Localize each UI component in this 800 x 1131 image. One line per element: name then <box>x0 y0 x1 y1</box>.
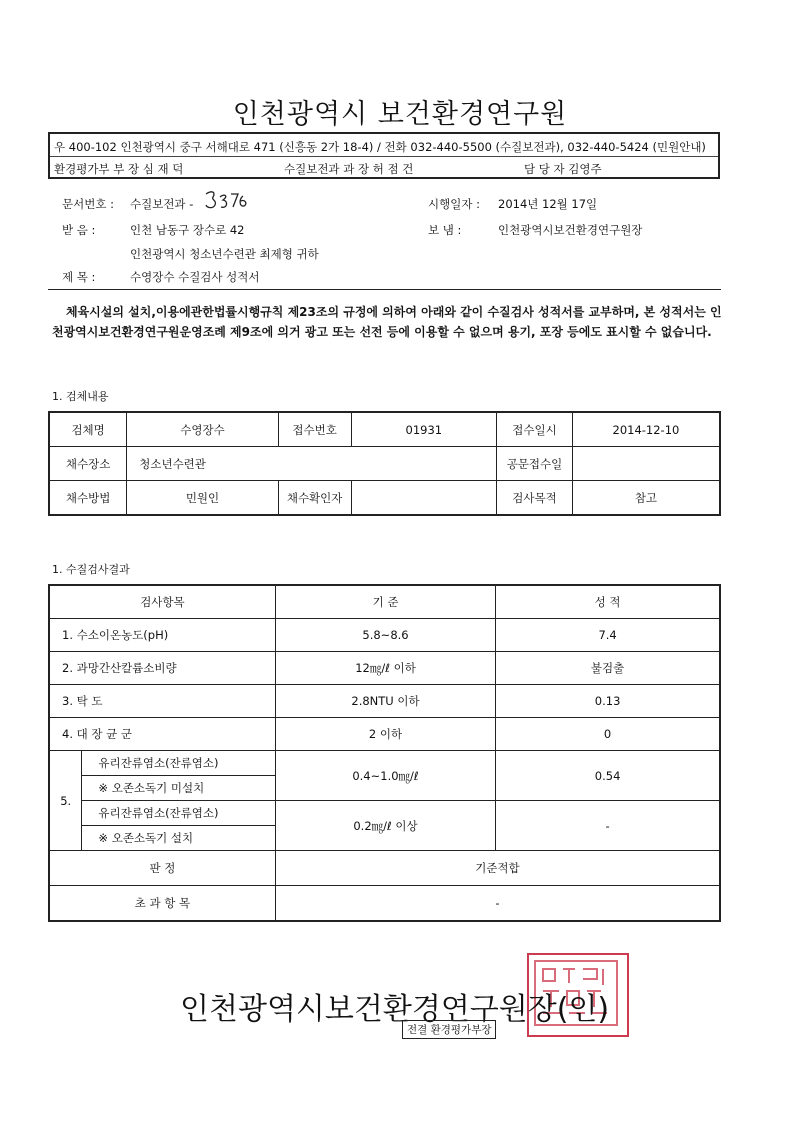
doc-no-label: 문서번호 : <box>62 197 114 211</box>
intro-paragraph: 체육시설의 설치,이용에관한법률시행규칙 제23조의 규정에 의하여 아래와 같이 수질검사 성적서를 교부하며, 본 성적서는 인천광역시보건환경연구원운영조례 제9조에 의거 광고 또는 선전 등에 이용할 수 없으며 용기, 포장 등에도 표시할 수 없습니다. <box>52 305 722 339</box>
table-row <box>49 685 720 718</box>
cell-value: 참고 <box>572 481 720 516</box>
officer: 담 당 자 김영주 <box>524 162 602 176</box>
table-row <box>49 447 720 481</box>
results-table <box>48 584 721 922</box>
exceed-label: 초 과 항 목 <box>49 886 275 922</box>
signature-title: 인천광역시보건환경연구원장(인) <box>180 992 610 1027</box>
cell-value: 01931 <box>351 412 497 447</box>
handwritten-doc-number <box>203 188 251 216</box>
date-value: 2014년 12월 17일 <box>498 197 598 211</box>
item5a-line2: ※ 오존소독기 미설치 <box>82 776 275 801</box>
cell-label: 채수장소 <box>49 447 127 481</box>
table-row <box>49 652 720 685</box>
result-cell: - <box>496 801 720 851</box>
section2-heading: 1. 수질검사결과 <box>52 563 130 576</box>
cell-value: 청소년수련관 <box>127 447 497 481</box>
sample-info-table <box>48 411 721 516</box>
result-cell: 7.4 <box>496 619 720 652</box>
standard-cell: 0.2㎎/ℓ 이상 <box>275 801 495 851</box>
subject-label: 제 목 : <box>62 270 96 284</box>
item5b-line2: ※ 오존소독기 설치 <box>82 826 275 851</box>
result-cell: 불검출 <box>496 652 720 685</box>
cell-value <box>572 447 720 481</box>
result-cell: 0.13 <box>496 685 720 718</box>
section-head: 수질보전과 과 장 허 점 건 <box>284 162 414 176</box>
judgment-value: 기준적합 <box>275 851 720 886</box>
cell-label: 공문접수일 <box>497 447 573 481</box>
recipient-value: 인천 남동구 장수로 42 <box>130 223 245 237</box>
result-cell: 0.54 <box>496 751 720 801</box>
item5b-line1: 유리잔류염소(잔류염소) <box>82 801 275 826</box>
standard-cell: 2.8NTU 이하 <box>275 685 495 718</box>
table-header-row <box>49 585 720 619</box>
item-cell: 4. 대 장 균 군 <box>49 718 275 751</box>
cell-value: 민원인 <box>127 481 278 516</box>
sender-label: 보 냄 : <box>428 223 462 237</box>
cell-value: 수영장수 <box>127 412 278 447</box>
header-info-box <box>48 132 720 179</box>
table-row <box>49 481 720 516</box>
cell-value: 2014-12-10 <box>572 412 720 447</box>
recipient-label: 받 음 : <box>62 223 96 237</box>
cell-label: 검사목적 <box>497 481 573 516</box>
exceed-value: - <box>275 886 720 922</box>
judgment-label: 판 정 <box>49 851 275 886</box>
document-title: 인천광역시 보건환경연구원 <box>232 99 568 130</box>
standard-cell: 5.8~8.6 <box>275 619 495 652</box>
table-row <box>49 619 720 652</box>
col-header-standard: 기 준 <box>275 585 495 619</box>
table-row <box>49 718 720 751</box>
item-cell: 3. 탁 도 <box>49 685 275 718</box>
col-header-item: 검사항목 <box>49 585 275 619</box>
table-row <box>49 751 720 776</box>
cell-label: 접수번호 <box>278 412 351 447</box>
section1-heading: 1. 검체내용 <box>52 390 109 403</box>
table-row <box>49 412 720 447</box>
col-header-result: 성 적 <box>496 585 720 619</box>
dept-head: 환경평가부 부 장 심 재 덕 <box>54 162 184 176</box>
divider <box>48 289 721 290</box>
address-line: 우 400-102 인천광역시 중구 서해대로 471 (신흥동 2가 18-4) / 전화 032-440-5500 (수질보전과), 032-440-5424 (민원안내) <box>54 140 706 154</box>
standard-cell: 0.4~1.0㎎/ℓ <box>275 751 495 801</box>
cell-label: 검체명 <box>49 412 127 447</box>
item-cell: 2. 과망간산칼륨소비량 <box>49 652 275 685</box>
item5-number: 5. <box>49 751 82 851</box>
result-cell: 0 <box>496 718 720 751</box>
doc-no-value: 수질보전과 - <box>130 197 194 211</box>
delegation-label: 전결 환경평가부장 <box>402 1020 496 1039</box>
recipient-line2: 인천광역시 청소년수련관 최제형 귀하 <box>130 247 319 261</box>
cell-value <box>351 481 497 516</box>
cell-label: 접수일시 <box>497 412 573 447</box>
cell-label: 채수확인자 <box>278 481 351 516</box>
item-cell: 1. 수소이온농도(pH) <box>49 619 275 652</box>
item5a-line1: 유리잔류염소(잔류염소) <box>82 751 275 776</box>
table-row <box>49 851 720 886</box>
table-row <box>49 801 720 826</box>
sender-value: 인천광역시보건환경연구원장 <box>498 223 643 237</box>
subject-value: 수영장수 수질검사 성적서 <box>130 270 260 284</box>
cell-label: 채수방법 <box>49 481 127 516</box>
standard-cell: 12㎎/ℓ 이하 <box>275 652 495 685</box>
table-row <box>49 886 720 922</box>
date-label: 시행일자 : <box>428 197 480 211</box>
standard-cell: 2 이하 <box>275 718 495 751</box>
